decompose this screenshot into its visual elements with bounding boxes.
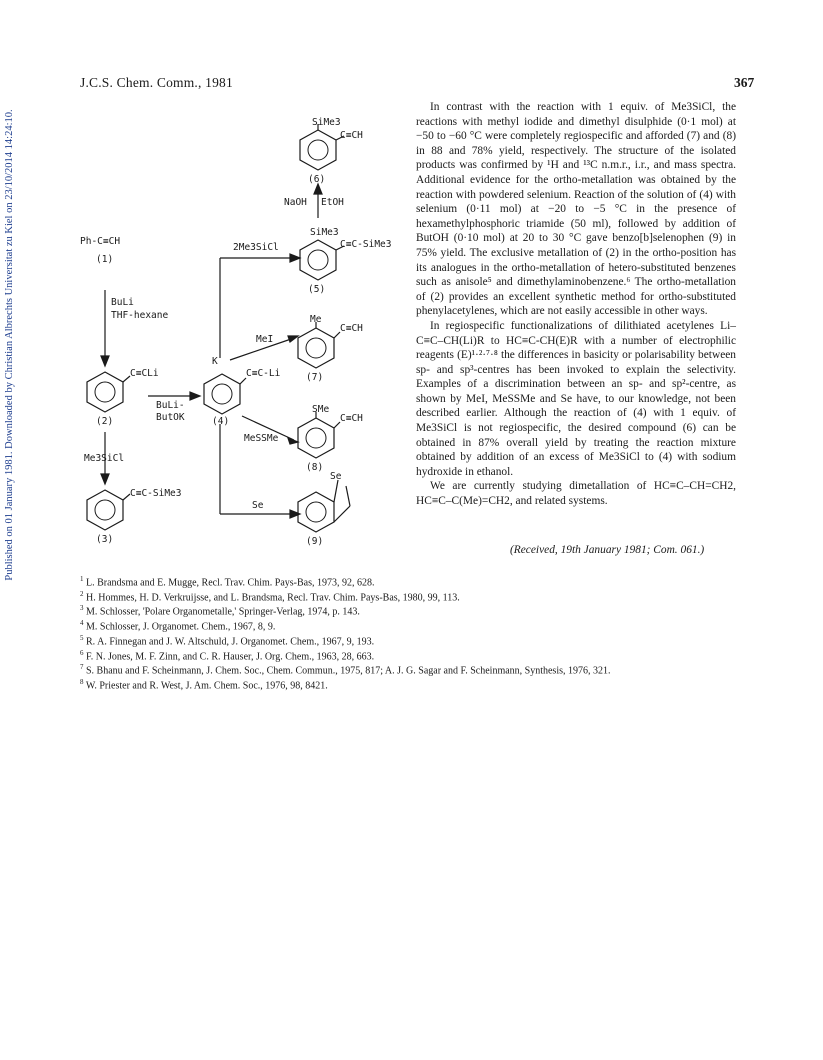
s9-se-atom: Se: [330, 471, 342, 482]
reference-item: $^8$ W. Priester and R. West, J. Am. Chem. Soc., 1976, 98, 8421.: [80, 678, 328, 692]
s6-alkyne: C≡CH: [340, 130, 363, 141]
references-list: [80, 574, 760, 692]
reagent-naoh: NaOH: [284, 197, 307, 208]
reagent-me3sicl: Me3SiCl: [84, 453, 125, 464]
benzene-ring-7: [298, 328, 334, 368]
benzene-ring-3: [87, 490, 123, 530]
s7-substituent: Me: [310, 314, 322, 325]
reference-item: $^6$ F. N. Jones, M. F. Zinn, and C. R. Hauser, J. Org. Chem., 1963, 28, 663.: [80, 648, 375, 662]
s4-alkyne: C≡C-Li: [246, 368, 281, 379]
reagent-mei: MeI: [256, 334, 274, 345]
reference-item: $^7$ S. Bhanu and F. Scheinmann, J. Chem. Soc., Chem. Commun., 1975, 817; A. J. G. Sagar and F. Scheinmann, Synthesis, 1976, 321.: [80, 663, 611, 677]
s6-substituent: SiMe3: [312, 117, 341, 128]
reagent-2me3sicl: 2Me3SiCl: [233, 242, 279, 253]
received-date: (Received, 19th January 1981; Com. 061.): [510, 544, 705, 556]
s2-number: (2): [96, 416, 114, 427]
s4-k-label: K: [212, 356, 218, 367]
reference-item: $^4$ M. Schlosser, J. Organomet. Chem., 1967, 8, 9.: [80, 619, 276, 633]
reagent-etoh: EtOH: [321, 197, 344, 208]
page-number: 367: [734, 75, 755, 90]
start-number: (1): [96, 254, 114, 265]
s3-alkyne: C≡C-SiMe3: [130, 488, 182, 499]
s8-alkyne: C≡CH: [340, 413, 363, 424]
body-paragraph: In contrast with the reaction with 1 equiv. of Me3SiCl, the reactions with methyl iodide and dimethyl disulphide (0·1 mol) at −50 to −60 °C were completely regiospecific and afforded (7) and (8) in 88 and 78% yield, respectively. The structure of the isolated products was confirmed by ¹H and ¹³C n.m.r., i.r., and mass spectra. Additional evidence for the ortho-metallation was obtained by the reaction with powdered selenium. Reaction of the solution of (4) with selenium (0·11 mol) at −20 to −5 °C in the presence of hexamethylphosphoric triamide (50 ml), followed by addition of ButOH (0·10 mol) at 20 to 30 °C gave benzo[b]selenophen (9) in 75% yield. The exclusive metallation of (2) in the ortho-position has its analogues in the ortho-metallation of hetero-substituted benzenes such as anisole⁵ and dimethylaminobenzene.⁶ The ortho-metallation of (2) provides an excellent synthetic method for ortho-substituted phenylacetylenes, which are not easily accessible in other ways.: [416, 101, 736, 318]
s4-number: (4): [212, 416, 230, 427]
reagent-se: Se: [252, 500, 264, 511]
starting-material: Ph-C≡CH: [80, 236, 121, 247]
reagent-buli-2: BuLi-: [156, 400, 185, 411]
benzene-ring-2: [87, 372, 123, 412]
s5-number: (5): [308, 284, 326, 295]
publication-side-note: Published on 01 January 1981. Downloaded by Christian Albrechts Universitat zu Kiel on 23/10/2014 14:24:10.: [4, 109, 15, 581]
benzene-ring-5: [300, 240, 336, 280]
reference-item: $^3$ M. Schlosser, 'Polare Organometalle,' Springer-Verlag, 1974, p. 143.: [80, 604, 360, 618]
benzene-ring-4: [204, 374, 240, 414]
reference-item: $^5$ R. A. Finnegan and J. W. Altschuld, J. Organomet. Chem., 1967, 9, 193.: [80, 633, 375, 648]
body-paragraph: In regiospecific functionalizations of dilithiated acetylenes Li–C≡C–CH(Li)R to HC≡C-CH(E)R with a number of electrophilic reagents (E)¹·²·⁷·⁸ the differences in basicity or polarisability between sp- and sp³-centres has been invoked to explain the selectivity. Examples of a discrimination between an sp- and sp²-centre, as shown by MeI, MeSSMe and Se have, to our knowledge, not been described earlier. Although the reaction of (4) with 1 equiv. of Me3SiCl is not regiospecific, the desired compound (6) can be obtained in 87% overall yield by treating the reaction mixture obtained by addition of an excess of Me3SiCl to (4) with sodium hydroxide in ethanol.: [416, 319, 736, 478]
reaction-scheme: [0, 0, 420, 560]
reference-item: $^1$ L. Brandsma and E. Mugge, Recl. Trav. Chim. Pays-Bas, 1973, 92, 628.: [80, 575, 375, 589]
reagent-messme: MeSSMe: [244, 433, 279, 444]
reference-item: $^2$ H. Hommes, H. D. Verkruijsse, and L. Brandsma, Recl. Trav. Chim. Pays-Bas, 1980, 99, 113.: [80, 589, 460, 604]
body-text: [416, 100, 736, 509]
journal-header: J.C.S. Chem. Comm., 1981: [80, 75, 233, 90]
s8-substituent: SMe: [312, 404, 330, 415]
body-paragraph: We are currently studying dimetallation of HC≡C–CH=CH2, HC≡C–C(Me)=CH2, and related systems.: [416, 480, 736, 508]
benzoselenophene-9: [298, 480, 350, 532]
reagent-butok: ButOK: [156, 412, 185, 423]
s8-number: (8): [306, 462, 324, 473]
s7-alkyne: C≡CH: [340, 323, 363, 334]
reagent-buli: BuLi: [111, 297, 134, 308]
reagent-thf-hexane: THF-hexane: [111, 310, 169, 321]
s3-number: (3): [96, 534, 114, 545]
s6-number: (6): [308, 174, 326, 185]
s2-alkyne: C≡CLi: [130, 368, 159, 379]
s5-substituent: SiMe3: [310, 227, 339, 238]
benzene-ring-8: [298, 418, 334, 458]
benzene-ring-6: [300, 130, 336, 170]
s5-alkyne: C≡C-SiMe3: [340, 239, 392, 250]
s7-number: (7): [306, 372, 324, 383]
s9-number: (9): [306, 536, 324, 547]
